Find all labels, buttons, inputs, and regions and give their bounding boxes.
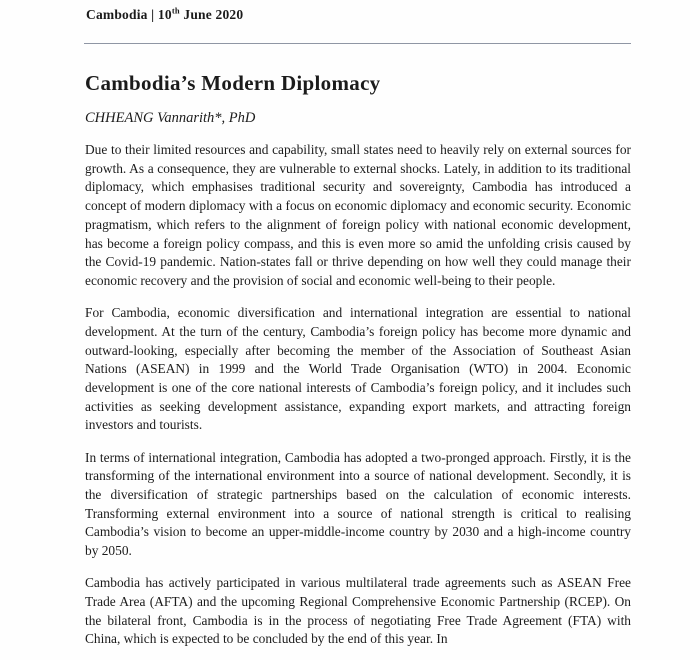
dateline-date: June 2020 <box>179 7 244 22</box>
article-title: Cambodia’s Modern Diplomacy <box>85 71 381 95</box>
article-byline: CHHEANG Vannarith*, PhD <box>85 110 256 126</box>
article-paragraph-1: Due to their limited resources and capability, small states need to heavily rely on external sources for growth. As a consequence, they are vulnerable to external shocks. Lately, in addition to its traditional diplomacy, which emphasises traditional security and sovereignty, Cambodia has introduced a concept of modern diplomacy with a focus on economic diplomacy and economic security. Economic pragmatism, which refers to the alignment of foreign policy with national economic development, has become a foreign policy compass, and this is even more so amid the unfolding crisis caused by the Covid-19 pandemic. Nation-states fall or thrive depending on how well they could manage their economic recovery and the provision of social and economic well-being to their people. <box>85 142 631 288</box>
header-divider <box>84 43 631 44</box>
article-paragraph-2: For Cambodia, economic diversification and international integration are essential to national development. At the turn of the century, Cambodia’s foreign policy has become more dynamic and outward-looking, especially after becoming the member of the Association of Southeast Asian Nations (ASEAN) in 1999 and the World Trade Organisation (WTO) in 2004. Economic development is one of the core national interests of Cambodia’s foreign policy, and it includes such activities as seeking development assistance, expanding export markets, and attracting foreign investors and tourists. <box>85 305 631 433</box>
dateline-prefix: Cambodia | 10 <box>86 7 172 22</box>
article-paragraph-3: In terms of international integration, Cambodia has adopted a two-pronged approach. Firstly, it is the transforming of the international environment into a source of national development. Secondly, it is the diversification of strategic partnerships based on the calculation of economic interests. Transforming external environment into a source of national strength is critical to realising Cambodia’s vision to become an upper-middle-income country by 2030 and a high-income country by 2050. <box>85 449 631 559</box>
dateline-superscript: th <box>171 5 180 16</box>
article-paragraph-4: Cambodia has actively participated in various multilateral trade agreements such as ASEAN Free Trade Area (AFTA) and the upcoming Regional Comprehensive Economic Partnership (RCEP). On the bilateral front, Cambodia is in the process of negotiating Free Trade Agreement (FTA) with China, which is expected to be concluded by the end of this year. In <box>85 575 631 647</box>
article-body <box>85 141 631 660</box>
dateline <box>86 7 243 23</box>
